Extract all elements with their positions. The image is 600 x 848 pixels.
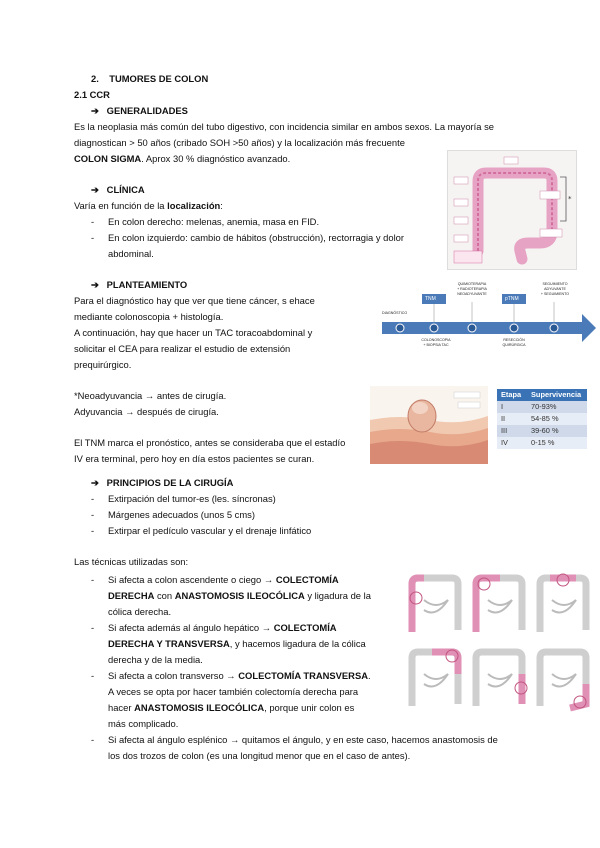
table-cell: I [497, 401, 527, 413]
principios-item: Extirpar el pedículo vascular y el drenaje linfático [108, 525, 312, 536]
clinica-item-2-cont: abdominal. [108, 248, 154, 259]
tecnica-1-line-3: cólica derecha. [108, 606, 172, 617]
tecnica-1-text: Si afecta a colon ascendente o ciego → [108, 574, 276, 585]
colectomy-variants-figure [400, 568, 596, 714]
planteamiento-line-2: mediante colonoscopia + histología. [74, 311, 224, 322]
colon-anatomy-figure [447, 150, 577, 270]
timeline-label-diagnostico: DIAGNÓSTICO [382, 311, 408, 315]
tecnica-2-text-2: , y hacemos ligadura de la cólica [229, 638, 366, 649]
tumor-layers-illustration [370, 386, 488, 464]
diagnostic-timeline [382, 282, 596, 360]
table-cell: 0-15 % [527, 437, 587, 449]
table-cell: 54-85 % [527, 413, 587, 425]
clinica-intro [74, 198, 223, 214]
planteamiento-line-3: A continuación, hay que hacer un TAC toracoabdominal y [74, 327, 313, 338]
svg-text:*: * [568, 195, 572, 203]
planteamiento-line-4: solicitar el CEA para realizar el estudio de extensión [74, 343, 291, 354]
survival-table-container [497, 389, 587, 449]
generalidades-line-3-rest: . Aprox 30 % diagnóstico avanzado. [141, 153, 291, 164]
survival-table-header-row [497, 389, 587, 401]
principios-item: Márgenes adecuados (unos 5 cms) [108, 509, 255, 520]
timeline-label-adyuvante: SEGUIMIENTO ADYUVANTE + SEGUIMIENTO [540, 282, 570, 296]
tecnica-2-line-3: derecha y de la media. [108, 654, 203, 665]
tecnica-3-period: . [367, 670, 371, 681]
table-header-etapa: Etapa [497, 389, 527, 401]
generalidades-line-1: Es la neoplasia más común del tubo digestivo, con incidencia similar en ambos sexos. La mayoría se [74, 121, 495, 132]
tecnica-4-line-2: los dos trozos de colon (es una longitud menor que en el caso de antes). [108, 750, 411, 761]
generalidades-heading-text: GENERALIDADES [106, 105, 188, 116]
timeline-label-reseccion: RESECCIÓN QUIRÚRGICA [502, 338, 526, 347]
bullet-dash: - [91, 232, 95, 243]
tecnica-3-line-1 [108, 668, 371, 684]
clinica-intro-start: Varía en función de la [74, 200, 168, 211]
colectomy-grid-diagram [400, 568, 596, 714]
survival-table [497, 389, 587, 449]
clinica-heading: ➔ CLÍNICA [91, 184, 145, 195]
planteamiento-heading-text: PLANTEAMIENTO [106, 279, 188, 290]
tecnica-3-line-2: A veces se opta por hacer también colectomía derecha para [108, 686, 359, 697]
neoadyuvancia-line: *Neoadyuvancia → antes de cirugía. [74, 390, 227, 401]
table-row [497, 425, 587, 437]
tecnica-3-bold-2: ANASTOMOSIS ILEOCÓLICA [134, 702, 265, 713]
clinica-heading-text: CLÍNICA [106, 184, 145, 195]
principios-heading-text: PRINCIPIOS DE LA CIRUGÍA [106, 477, 234, 488]
tecnica-4-line-1: Si afecta al ángulo esplénico → quitamos el ángulo, y en este caso, hacemos anastomosis de [108, 734, 498, 745]
clinica-intro-bold: localización [167, 200, 221, 211]
clinica-intro-end: : [220, 200, 223, 211]
tecnica-2-line-2 [108, 636, 366, 652]
tecnica-3-text-3: hacer [108, 702, 135, 713]
subsection-title: 2.1 CCR [74, 89, 110, 100]
colon-sigma-bold: COLON SIGMA [74, 153, 142, 164]
clinica-item-2: En colon izquierdo: cambio de hábitos (obstrucción), rectorragia y dolor [108, 232, 404, 243]
colectomy-panel [540, 574, 586, 632]
section-heading [91, 71, 208, 87]
tecnicas-intro: Las técnicas utilizadas son: [74, 556, 189, 567]
tumor-layers-figure [370, 386, 488, 464]
bullet-dash: - [91, 493, 95, 504]
tecnica-1-line-1 [108, 572, 339, 588]
table-row [497, 437, 587, 449]
tecnica-1-line-2 [108, 588, 371, 604]
bullet-dash: - [91, 622, 95, 633]
colectomy-panel [540, 652, 586, 708]
table-cell: III [497, 425, 527, 437]
planteamiento-line-5: prequirúrgico. [74, 359, 132, 370]
table-cell: IV [497, 437, 527, 449]
bullet-dash: - [91, 525, 95, 536]
colectomy-panel [476, 578, 522, 632]
bullet-dash: - [91, 574, 95, 585]
tecnica-2-text: Si afecta además al ángulo hepático → [108, 622, 274, 633]
tecnica-2-line-1 [108, 620, 337, 636]
colectomy-panel [476, 652, 527, 706]
tecnica-2-bold-2: DERECHA Y TRANSVERSA [108, 638, 230, 649]
timeline-label-tnm: TNM [425, 296, 436, 302]
bullet-dash: - [91, 734, 95, 745]
planteamiento-heading: ➔ PLANTEAMIENTO [91, 279, 188, 290]
bullet-dash: - [91, 670, 95, 681]
section-title: TUMORES DE COLON [109, 73, 209, 84]
tecnica-3-text: Si afecta a colon transverso → [108, 670, 239, 681]
principios-item: Extirpación del tumor-es (les. síncronas) [108, 493, 276, 504]
table-header-supervivencia: Supervivencia [527, 389, 587, 401]
bullet-dash: - [91, 216, 95, 227]
tnm-line-1: El TNM marca el pronóstico, antes se consideraba que el estadío [74, 437, 346, 448]
tecnica-1-text-2: con [154, 590, 175, 601]
tecnica-3-text-4: , porque unir colon es [264, 702, 355, 713]
tecnica-1-text-3: y ligadura de la [304, 590, 371, 601]
generalidades-line-2: diagnostican > 50 años (cribado SOH >50 años) y la localización más frecuente [74, 137, 405, 148]
tecnica-1-bold-3: ANASTOMOSIS ILEOCÓLICA [174, 590, 305, 601]
section-number: 2. [91, 73, 99, 84]
generalidades-heading: ➔ GENERALIDADES [91, 105, 188, 116]
bullet-dash: - [91, 509, 95, 520]
principios-heading: ➔ PRINCIPIOS DE LA CIRUGÍA [91, 477, 234, 488]
tecnica-1-bold: COLECTOMÍA [275, 574, 339, 585]
tnm-line-2: IV era terminal, pero hoy en día estos pacientes se curan. [74, 453, 315, 464]
tecnica-1-bold-2: DERECHA [108, 590, 155, 601]
clinica-item-1: En colon derecho: melenas, anemia, masa en FID. [108, 216, 320, 227]
table-cell: 39-60 % [527, 425, 587, 437]
tecnica-3-bold: COLECTOMÍA TRANSVERSA [238, 670, 368, 681]
table-cell: II [497, 413, 527, 425]
planteamiento-line-1: Para el diagnóstico hay que ver que tiene cáncer, s ehace [74, 295, 315, 306]
tecnica-3-line-3 [108, 700, 354, 716]
timeline-label-colonoscopia: COLONOSCOPIA + BIOPSIA TAC [421, 338, 451, 347]
colon-anatomy-diagram [448, 151, 576, 269]
table-row [497, 401, 587, 413]
generalidades-line-3 [74, 151, 290, 167]
table-cell: 70-93% [527, 401, 587, 413]
adyuvancia-line: Adyuvancia → después de cirugía. [74, 406, 219, 417]
tecnica-2-bold: COLECTOMÍA [273, 622, 337, 633]
colectomy-panel [410, 578, 458, 632]
table-row [497, 413, 587, 425]
tecnica-3-line-4: más complicado. [108, 718, 179, 729]
timeline-label-ptnm: pTNM [505, 296, 519, 302]
timeline-label-qt-rt: QUIMIOTERAPIA + RADIOTERAPIA NEOADYUVANTE [457, 282, 487, 296]
colectomy-panel [412, 650, 458, 706]
